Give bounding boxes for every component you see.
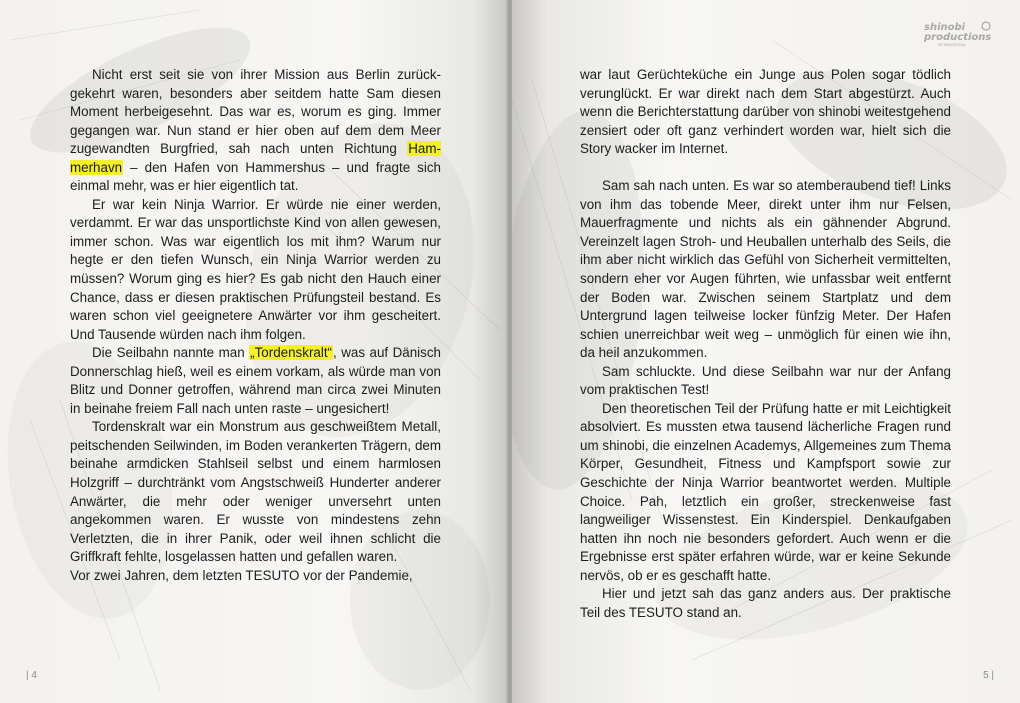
highlighted-term: „Tordenskralt“ — [250, 345, 333, 361]
right-text-column — [580, 66, 951, 622]
logo-text-line3: INTERNATIONAL — [938, 43, 967, 47]
paragraph: Tordenskralt war ein Monstrum aus geschweißtem Metall, peitschenden Seilwinden, im Boden verankerten Trägern, dem beinahe armdicken Stahlseil selbst und einem harmlosen Holzgriff – durchtränkt vom Angstschweiß Hunderter anderer Anwärter, die mehr oder weniger unversehrt unten angekommen waren. Er wusste von mindestens zehn Verletzten, die in ihrer Panik, oder weil ihnen schlicht die Griffkraft fehlte, losgelassen hatten und gefallen waren. — [70, 419, 441, 565]
paragraph: Vor zwei Jahren, dem letzten TESUTO vor der Pandemie, — [70, 567, 413, 583]
logo-text-line2: productions — [924, 32, 992, 43]
left-page — [0, 0, 508, 703]
paragraph-text: Die Seilbahn nannte man — [92, 345, 250, 361]
right-page — [512, 0, 1020, 703]
paragraph: Sam sah nach unten. Es war so atemberaubend tief! Links von ihm das tobende Meer, direkt unter ihm nur Felsen, Mauerfragmente und nichts als ein gähnender Abgrund. Vereinzelt lagen Stroh- und Heuballen unterhalb des Seils, die ihm aber nicht wirklich das Gefühl von Sicherheit vermittelten, sondern eher vor Augen führten, wie unfassbar weit entfernt der Boden war. Zwischen seinem Startplatz und dem Untergrund lagen teilweise locker fünfzig Meter. Der Hafen schien unerreichbar weit weg – unmöglich für einen wie ihn, da heil anzukommen. — [580, 178, 951, 361]
publisher-logo — [922, 20, 994, 48]
logo-circle-icon — [982, 22, 990, 30]
paragraph: Er war kein Ninja Warrior. Er würde nie einer werden, verdammt. Er war das unsportlichste Kind von allen gewesen, immer schon. Was war eigentlich los mit ihm? Warum nur hegte er den tiefen Wunsch, ein Ninja Warrior werden zu müssen? Worum ging es hier? Es gab nicht den Hauch einer Chance, dass er diesen praktischen Prüfungsteil bestand. Es waren schon viel geeignetere Anwärter vor ihm gescheitert. Und Tausende würden nach ihm folgen. — [70, 196, 441, 342]
highlighted-term: Hammerhavn — [70, 141, 441, 175]
logo-text-line1: shinobi — [924, 22, 966, 33]
paragraph-text: – den Hafen von Hammershus – und fragte sich einmal mehr, was er hier eigentlich tat. — [70, 159, 441, 194]
page-number: 5 | — [983, 670, 994, 681]
left-text-column — [70, 66, 441, 585]
paragraph: war laut Gerüchteküche ein Junge aus Polen sogar tödlich verunglückt. Er war direkt nach dem Start abgestürzt. Auch wenn die Berichterstattung darüber von shinobi weitestgehend zensiert oder oft ganz verhindert worden war, hielt sich die Story wacker im Internet. — [580, 67, 951, 157]
paragraph: Hier und jetzt sah das ganz anders aus. Der praktische Teil des TESUTO stand an. — [580, 586, 951, 620]
paragraph: Sam schluckte. Und diese Seilbahn war nur der Anfang vom praktischen Test! — [580, 363, 951, 398]
paragraph — [70, 66, 441, 196]
paragraph — [70, 344, 441, 418]
paragraph-text: , was auf Dänisch Donnerschlag hieß, weil es einem vorkam, als würde man von Blitz und Donner getroffen, während man circa zwei Minuten in beinahe freiem Fall nach unten raste – ungesichert! — [70, 345, 441, 416]
paragraph: Den theoretischen Teil der Prüfung hatte er mit Leichtigkeit absolviert. Es mussten etwa tausend lächerliche Fragen rund um shinobi, die einzelnen Academys, Allgemeines zum Thema Körper, Gesundheit, Fitness und Kampfsport sowie zur Geschichte der Ninja Warrior beantwortet werden. Multiple Choice. Pah, letztlich ein großer, streckenweise fast langweiliger Wissenstest. Ein Kinderspiel. Denkaufgaben hatten ihn noch nie besonders gefordert. Auch wenn er die Ergebnisse erst später erfahren würde, war er keine Sekunde nervös, ob er es geschafft hatte. — [580, 400, 951, 583]
page-number: | 4 — [26, 670, 37, 681]
paragraph-text: Nicht erst seit sie von ihrer Mission aus Berlin zurückgekehrt waren, besonders aber seitdem hatte Sam diesen Moment herbeigesehnt. Das war es, worum es ging. Immer gegangen war. Nun stand er hier oben auf dem dem Meer zugewandten Burgfried, sah nach unten Richtung — [70, 67, 441, 157]
